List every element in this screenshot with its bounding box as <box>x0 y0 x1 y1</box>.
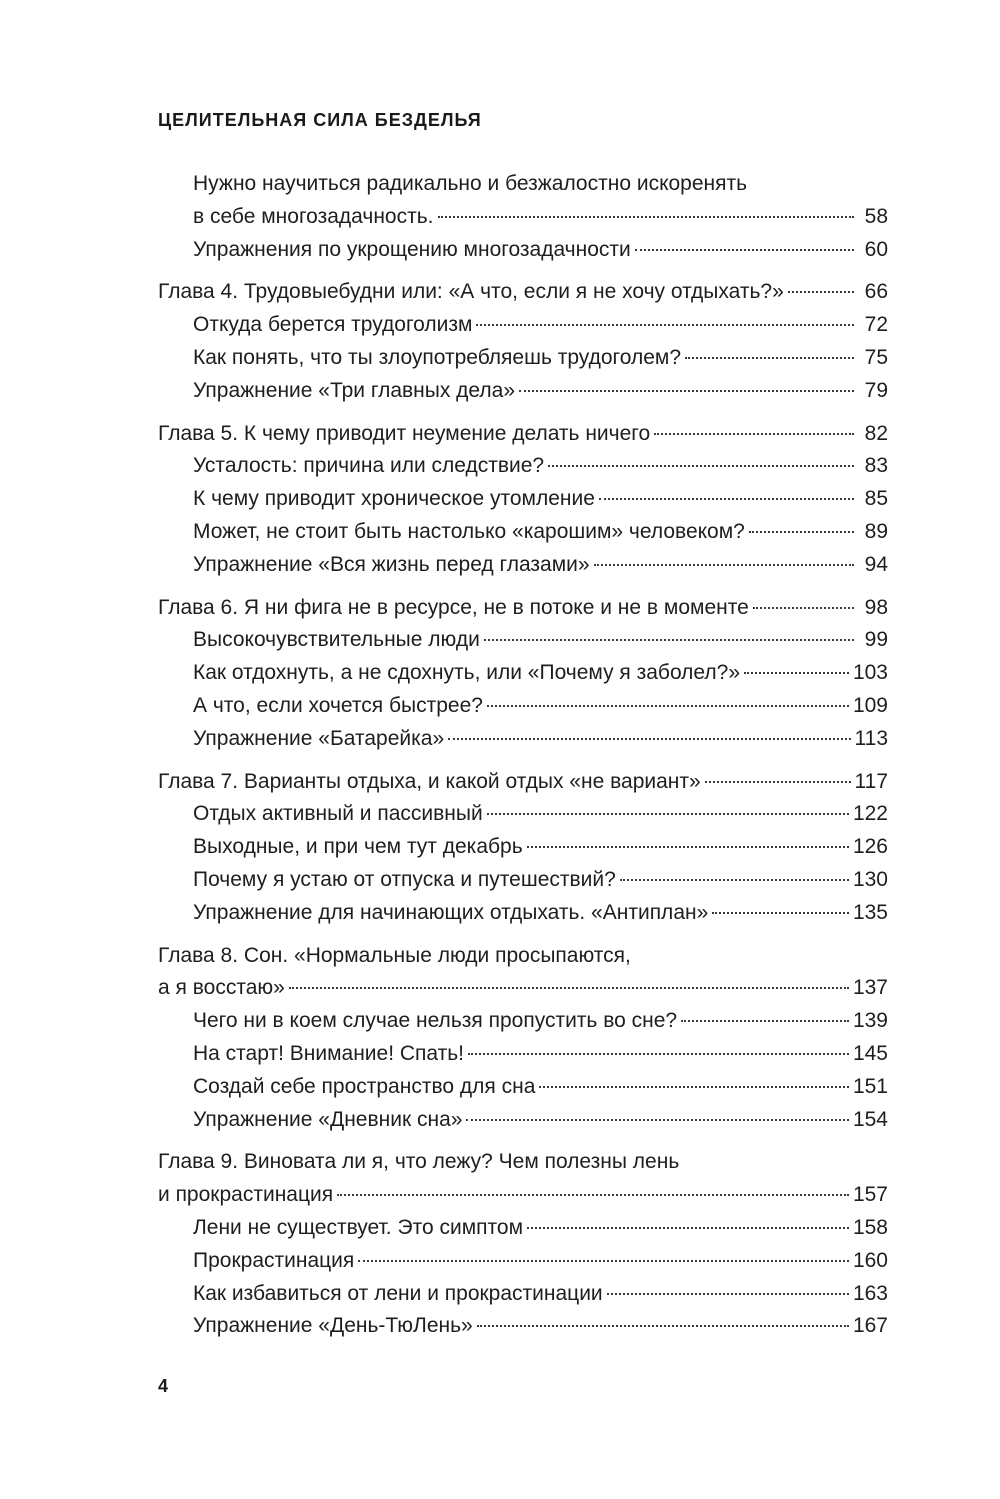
toc-page-number: 113 <box>854 726 888 750</box>
toc-page-number: 58 <box>864 204 888 228</box>
toc-page-number: 163 <box>852 1281 888 1305</box>
toc-entry <box>158 690 888 723</box>
toc-page-number: 167 <box>852 1314 888 1338</box>
dot-leader <box>519 390 854 392</box>
toc-page-number: 160 <box>852 1248 888 1272</box>
toc-entry-title: Упражнения по укрощению многозадачности <box>193 237 631 261</box>
dot-leader <box>788 291 854 293</box>
chapter-entry <box>158 1179 888 1212</box>
table-of-contents <box>158 168 888 1353</box>
dot-leader <box>484 639 854 641</box>
toc-entry <box>158 897 888 930</box>
toc-entry-title: На старт! Внимание! Спать! <box>193 1041 465 1065</box>
dot-leader <box>438 216 855 218</box>
toc-entry <box>158 549 888 582</box>
dot-leader <box>487 705 849 707</box>
toc-entry-title: в себе многозадачность. <box>193 204 434 228</box>
dot-leader <box>527 1227 849 1229</box>
toc-entry <box>158 1310 888 1343</box>
dot-leader <box>548 465 854 467</box>
toc-entry-title: Как избавиться от лени и прокрастинации <box>193 1281 603 1305</box>
toc-entry-title: Упражнение «Дневник сна» <box>193 1107 463 1131</box>
chapter-title: и прокрастинация <box>158 1183 334 1207</box>
dot-leader <box>705 781 851 783</box>
toc-page-number: 122 <box>852 802 888 826</box>
toc-entry <box>158 831 888 864</box>
toc-entry <box>158 1071 888 1104</box>
toc-chapter-group <box>158 940 888 1137</box>
chapter-entry <box>158 972 888 1005</box>
toc-entry-first-line: Нужно научиться радикально и безжалостно искоренять <box>193 172 748 195</box>
dot-leader <box>607 1293 849 1295</box>
dot-leader <box>477 1325 849 1327</box>
toc-entry <box>158 234 888 267</box>
toc-page-number: 98 <box>864 595 888 619</box>
dot-leader <box>476 324 854 326</box>
dot-leader <box>448 738 850 740</box>
dot-leader <box>594 564 854 566</box>
dot-leader <box>685 357 854 359</box>
toc-page-number: 83 <box>864 454 888 478</box>
toc-entry <box>158 798 888 831</box>
toc-page-number: 137 <box>852 976 888 1000</box>
toc-page-number: 135 <box>852 900 888 924</box>
dot-leader <box>744 672 849 674</box>
chapter-title: Глава 7. Варианты отдыха, и какой отдых «не вариант» <box>158 769 701 793</box>
toc-page-number: 145 <box>852 1041 888 1065</box>
toc-entry <box>158 483 888 516</box>
toc-entry-title: Как понять, что ты злоупотребляешь трудоголем? <box>193 345 681 369</box>
toc-page-number: 126 <box>852 835 888 859</box>
toc-chapter-group <box>158 1146 888 1343</box>
chapter-entry <box>158 592 888 625</box>
toc-entry-title: Отдых активный и пассивный <box>193 802 483 826</box>
dot-leader <box>289 987 849 989</box>
toc-entry <box>158 342 888 375</box>
toc-entry <box>158 516 888 549</box>
dot-leader <box>712 912 849 914</box>
toc-entry-title: К чему приводит хроническое утомление <box>193 487 595 511</box>
page-number: 4 <box>158 1376 169 1396</box>
toc-entry-title: Выходные, и при чем тут декабрь <box>193 835 523 859</box>
toc-page-number: 89 <box>864 519 888 543</box>
dot-leader <box>358 1260 849 1262</box>
toc-entry-title: Упражнение «Вся жизнь перед глазами» <box>193 552 590 576</box>
toc-chapter-group <box>158 766 888 930</box>
toc-chapter-group <box>158 276 888 407</box>
toc-page-number: 117 <box>854 769 888 793</box>
toc-entry-title: Упражнение «Три главных дела» <box>193 378 516 402</box>
toc-page-number: 103 <box>852 661 888 685</box>
chapter-title-first-line: Глава 8. Сон. «Нормальные люди просыпаются, <box>158 943 631 967</box>
toc-entry <box>158 723 888 756</box>
toc-entry <box>158 1005 888 1038</box>
toc-page-number: 85 <box>864 487 888 511</box>
toc-entry <box>158 201 888 234</box>
toc-page-number: 158 <box>852 1215 888 1239</box>
toc-entry-title: Чего ни в коем случае нельзя пропустить во сне? <box>193 1009 678 1033</box>
chapter-title: Глава 6. Я ни фига не в ресурсе, не в потоке и не в моменте <box>158 595 749 619</box>
toc-page-number: 154 <box>852 1107 888 1131</box>
toc-page-number: 60 <box>864 237 888 261</box>
toc-page-number: 99 <box>864 628 888 652</box>
dot-leader <box>527 846 849 848</box>
toc-entry-title: А что, если хочется быстрее? <box>193 693 483 717</box>
toc-chapter-group <box>158 592 888 756</box>
toc-entry <box>158 657 888 690</box>
dot-leader <box>635 249 854 251</box>
dot-leader <box>337 1194 849 1196</box>
toc-page-number: 94 <box>864 552 888 576</box>
toc-entry <box>158 309 888 342</box>
dot-leader <box>681 1020 849 1022</box>
toc-entry <box>158 1212 888 1245</box>
dot-leader <box>620 879 849 881</box>
toc-page-number: 82 <box>864 421 888 445</box>
toc-entry <box>158 375 888 408</box>
toc-entry-title: Усталость: причина или следствие? <box>193 454 545 478</box>
dot-leader <box>753 607 854 609</box>
toc-page-number: 72 <box>864 313 888 337</box>
toc-entry-title: Создай себе пространство для сна <box>193 1074 536 1098</box>
dot-leader <box>468 1053 849 1055</box>
toc-entry-title: Высокочувствительные люди <box>193 628 480 652</box>
chapter-entry <box>158 418 888 451</box>
dot-leader <box>654 433 854 435</box>
chapter-entry <box>158 276 888 309</box>
dot-leader <box>599 498 854 500</box>
toc-entry <box>158 1278 888 1311</box>
toc-page-number: 79 <box>864 378 888 402</box>
toc-entry-title: Лени не существует. Это симптом <box>193 1215 524 1239</box>
chapter-entry <box>158 766 888 799</box>
toc-page-number: 109 <box>852 693 888 717</box>
dot-leader <box>539 1086 849 1088</box>
toc-entry-title: Почему я устаю от отпуска и путешествий? <box>193 867 616 891</box>
chapter-title: Глава 5. К чему приводит неумение делать ничего <box>158 421 651 445</box>
dot-leader <box>466 1119 849 1121</box>
dot-leader <box>749 531 854 533</box>
toc-chapter-group <box>158 168 888 266</box>
toc-entry-title: Может, не стоит быть настолько «карошим» человеком? <box>193 519 745 543</box>
toc-entry-title: Как отдохнуть, а не сдохнуть, или «Почему я заболел?» <box>193 661 741 685</box>
toc-entry-title: Упражнение для начинающих отдыхать. «Антиплан» <box>193 900 709 924</box>
toc-entry-title: Упражнение «День-ТюЛень» <box>193 1314 473 1338</box>
toc-page-number: 151 <box>852 1074 888 1098</box>
toc-page-number: 130 <box>852 867 888 891</box>
running-head: ЦЕЛИТЕЛЬНАЯ СИЛА БЕЗДЕЛЬЯ <box>158 110 482 130</box>
toc-page-number: 66 <box>864 280 888 304</box>
toc-entry <box>158 1104 888 1137</box>
toc-entry-title: Прокрастинация <box>193 1248 355 1272</box>
toc-page-number: 157 <box>852 1183 888 1207</box>
toc-page-number: 139 <box>852 1009 888 1033</box>
toc-chapter-group <box>158 418 888 582</box>
chapter-title: а я восстаю» <box>158 976 285 1000</box>
toc-entry-title: Упражнение «Батарейка» <box>193 726 445 750</box>
dot-leader <box>487 813 849 815</box>
toc-entry <box>158 864 888 897</box>
toc-entry-title: Откуда берется трудоголизм <box>193 313 473 337</box>
chapter-title-first-line: Глава 9. Виновата ли я, что лежу? Чем полезны лень <box>158 1150 680 1174</box>
toc-entry <box>158 1245 888 1278</box>
toc-entry <box>158 624 888 657</box>
toc-entry <box>158 1038 888 1071</box>
toc-page-number: 75 <box>864 345 888 369</box>
toc-entry <box>158 450 888 483</box>
chapter-title: Глава 4. Трудовыебудни или: «А что, если я не хочу отдыхать?» <box>158 280 784 304</box>
